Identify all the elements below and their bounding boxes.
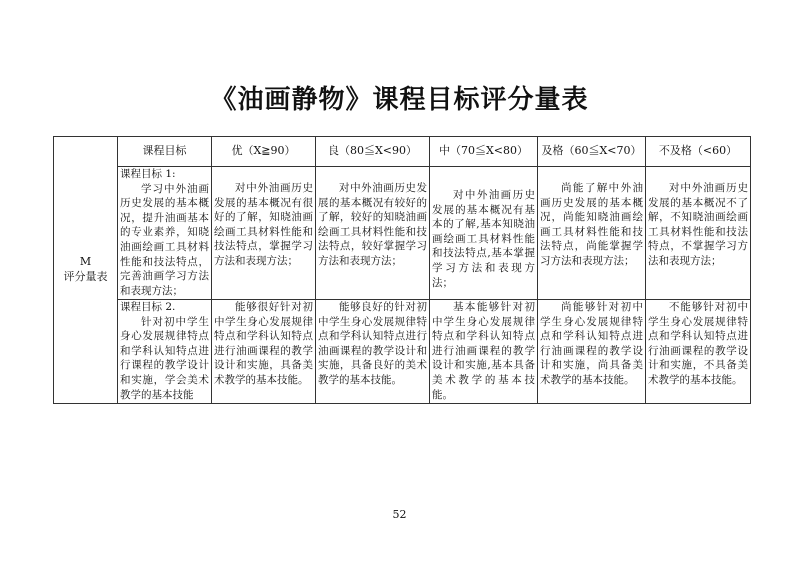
row-header-cell	[54, 137, 118, 404]
goal-text: 学习中外油画历史发展的基本概况，提升油画基本的专业素养，知晓油画绘画工具材料性能和技法特点，完善油画学习方法和表现方法；	[120, 182, 209, 297]
level-cell-good: 能够良好的针对初中学生身心发展规律特点和学科认知特点进行油画课程的教学设计和实施，具备良好的美术教学的基本技能。	[316, 300, 430, 404]
level-cell-pass: 尚能够针对初中学生身心发展规律特点和学科认知特点进行油画课程的教学设计和实施，尚具备美术教学的基本技能。	[538, 300, 646, 404]
level-cell-fail: 对中外油画历史发展的基本概况不了解，不知晓油画绘画工具材料性能和技法特点，不掌握学习方法和表现方法；	[646, 167, 751, 300]
goal-cell	[118, 167, 212, 300]
header-pass: 及格（60≦X<70）	[538, 137, 646, 167]
level-cell-excellent: 能够很好针对初中学生身心发展规律特点和学科认知特点进行油画课程的教学设计和实施，具备美术教学的基本技能。	[212, 300, 316, 404]
goal-text: 针对初中学生身心发展规律特点和学科认知特点进行课程的教学设计和实施，学会美术教学的基本技能	[120, 315, 209, 401]
header-medium: 中（70≦X<80）	[430, 137, 538, 167]
level-cell-medium: 对中外油画历史发展的基本概况有基本的了解,基本知晓油画绘画工具材料性能和技法特点,基本掌握学习方法和表现方法；	[430, 167, 538, 300]
level-cell-good: 对中外油画历史发展的基本概况有较好的了解，较好的知晓油画绘画工具材料性能和技法特点，较好掌握学习方法和表现方法；	[316, 167, 430, 300]
level-cell-pass: 尚能了解中外油画历史发展的基本概况，尚能知晓油画绘画工具材料性能和技法特点，尚能掌握学习方法和表现方法；	[538, 167, 646, 300]
table-row	[54, 167, 751, 300]
rubric-table	[53, 136, 751, 404]
header-excellent: 优（X≧90）	[212, 137, 316, 167]
table-row	[54, 300, 751, 404]
goal-label: 课程目标 1:	[120, 168, 176, 180]
goal-label: 课程目标 2.	[120, 301, 176, 313]
header-good: 良（80≦X<90）	[316, 137, 430, 167]
header-row	[54, 137, 751, 167]
row-header-symbol: M	[79, 255, 92, 269]
row-header-label: 评分量表	[63, 270, 108, 283]
header-course-goal: 课程目标	[118, 137, 212, 167]
goal-cell	[118, 300, 212, 404]
level-cell-fail: 不能够针对初中学生身心发展规律特点和学科认知特点进行油画课程的教学设计和实施，不具备美术教学的基本技能。	[646, 300, 751, 404]
level-cell-medium: 基本能够针对初中学生身心发展规律特点和学科认知特点进行油画课程的教学设计和实施,基本具备美术教学的基本技能。	[430, 300, 538, 404]
page-number: 52	[392, 508, 407, 521]
header-fail: 不及格（<60）	[646, 137, 751, 167]
level-cell-excellent: 对中外油画历史发展的基本概况有很好的了解，知晓油画绘画工具材料性能和技法特点，掌握学习方法和表现方法；	[212, 167, 316, 300]
page-title: 《油画静物》课程目标评分量表	[210, 85, 589, 115]
